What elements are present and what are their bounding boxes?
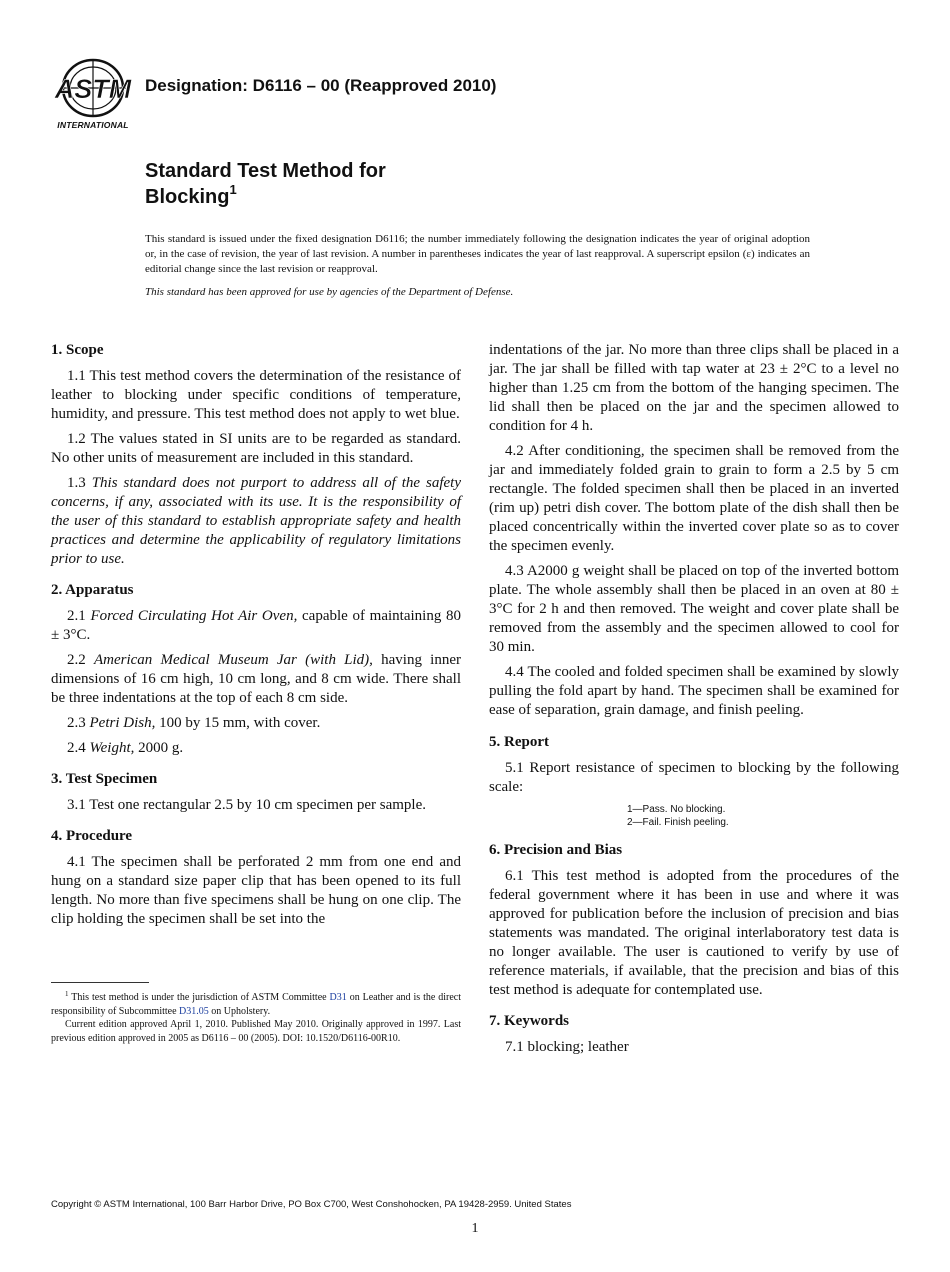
- title-line-2: [145, 184, 386, 210]
- apparatus-p3: [51, 714, 461, 733]
- apparatus-p3-num: 2.3: [67, 715, 86, 731]
- apparatus-p4-num: 2.4: [67, 740, 86, 756]
- scale-item: 2—Fail. Finish peeling.: [627, 817, 729, 828]
- section-report: [489, 733, 899, 829]
- footnote-1-a: This test method is under the jurisdiction of ASTM Committee: [71, 992, 327, 1003]
- footnote-2: Current edition approved April 1, 2010. Published May 2010. Originally approved in 1997. Last previous edition approved in 2005 as D6116 – 00 (2005). DOI: 10.1520/D6116-00R10.: [51, 1019, 461, 1044]
- procedure-p2: 4.2 After conditioning, the specimen shall be removed from the jar and immediately folded grain to grain to form a 2.5 by 5 cm rectangle. The folded specimen shall then be placed in an inverted (rim up) petri dish cover. The bottom plate of the dish shall then be placed concentrically within the inverted cover plate so as to cover the specimen evenly.: [489, 443, 899, 554]
- apparatus-p2-item: American Medical Museum Jar (with Lid),: [93, 652, 373, 668]
- scale-item: 1—Pass. No blocking.: [627, 804, 726, 815]
- apparatus-p1: [51, 607, 461, 645]
- copyright: Copyright © ASTM International, 100 Barr Harbor Drive, PO Box C700, West Conshohocken, PA 19428-2959. United States: [51, 1199, 572, 1210]
- committee-link[interactable]: D31: [329, 992, 347, 1003]
- scope-p3-text: This standard does not purport to address all of the safety concerns, if any, associated with its use. It is the responsibility of the user of this standard to establish appropriate safety and health practices and determine the applicability of regulatory limitations prior to use.: [51, 475, 462, 567]
- section-scope: [51, 341, 461, 569]
- procedure-p3: 4.3 A2000 g weight shall be placed on top of the inverted bottom plate. The whole assembly shall then be placed in an oven at 80 ± 3°C for 2 h and then removed. The weight and cover plate shall be removed from the assembly and the specimen allowed to cool for 30 min.: [489, 563, 899, 655]
- scope-p3: [51, 474, 461, 569]
- section-specimen: [51, 770, 461, 815]
- title-footnote-mark: 1: [229, 182, 237, 197]
- astm-international-logo-icon: [50, 58, 136, 120]
- subcommittee-link[interactable]: D31.05: [179, 1005, 209, 1017]
- footnote-rule: [51, 982, 149, 983]
- procedure-p1b: indentations of the jar. No more than three clips shall be placed in a jar. The jar shall be filled with tap water at 23 ± 2°C to a level no higher than 1.25 cm from the bottom of the hanging specimen. The lid shall then be placed on the jar and the specimen allowed to condition for 4 h.: [489, 342, 899, 434]
- title-word: Blocking: [145, 186, 230, 208]
- procedure-heading: 4. Procedure: [51, 828, 133, 844]
- right-column: [489, 341, 899, 1069]
- astm-logo: [50, 58, 136, 134]
- apparatus-p2-num: 2.2: [67, 652, 86, 668]
- footnote-1-c: on Upholstery.: [211, 1005, 271, 1017]
- dod-notice: This standard has been approved for use by agencies of the Department of Defense.: [145, 286, 514, 298]
- report-heading: 5. Report: [489, 734, 549, 750]
- scope-heading: 1. Scope: [51, 342, 104, 358]
- apparatus-p4-rest: 2000 g.: [138, 740, 184, 756]
- apparatus-heading: 2. Apparatus: [51, 582, 134, 598]
- apparatus-p1-num: 2.1: [67, 608, 86, 624]
- footnote-1: [51, 991, 461, 1018]
- section-precision: [489, 841, 899, 1000]
- keywords-heading: 7. Keywords: [489, 1013, 569, 1029]
- precision-p1: 6.1 This test method is adopted from the procedures of the federal government where it has been in use and where it was approved for publication before the inclusion of precision and bias statements was mandated. The original interlaboratory test data is no longer available. The user is cautioned to verify by use of reference materials, if available, that the precision and bias of this test method is adequate for contemplated use.: [489, 868, 899, 998]
- svg-text:ASTM: ASTM: [54, 74, 132, 104]
- procedure-p1a: 4.1 The specimen shall be perforated 2 mm from one end and hung on a standard size paper clip that has been opened to its full length. No more than five specimens shall be hung on one clip. The clip holding the specimen shall be set into the: [51, 854, 461, 927]
- footnote-1-b: on Leather and is the direct responsibility of Subcommittee: [51, 992, 461, 1017]
- apparatus-p3-item: Petri Dish,: [89, 715, 156, 731]
- title-line-1: Standard Test Method for: [145, 160, 386, 182]
- footnote-mark: 1: [65, 990, 69, 998]
- designation: Designation: D6116 – 00 (Reapproved 2010): [145, 76, 497, 95]
- precision-heading: 6. Precision and Bias: [489, 842, 623, 858]
- left-column: [51, 341, 461, 941]
- footnotes: [51, 991, 461, 1045]
- specimen-p1: 3.1 Test one rectangular 2.5 by 10 cm specimen per sample.: [67, 797, 426, 813]
- scope-p1: 1.1 This test method covers the determination of the resistance of leather to blocking under specific conditions of temperature, humidity, and pressure. This test method does not apply to wet blue.: [51, 368, 461, 422]
- apparatus-p4: [51, 739, 461, 758]
- preamble: This standard is issued under the fixed designation D6116; the number immediately following the designation indicates the year of original adoption or, in the case of revision, the year of last revision. A number in parentheses indicates the year of last reapproval. A superscript epsilon (ε) indicates an editorial change since the last revision or reapproval.: [145, 233, 810, 275]
- report-p1: 5.1 Report resistance of specimen to blocking by the following scale:: [489, 760, 899, 795]
- apparatus-p2-rest: having inner dimensions of 16 cm high, 10 cm long, and 8 cm wide. There shall be three indentations at the top of each 8 cm side.: [51, 652, 462, 706]
- section-apparatus: [51, 581, 461, 758]
- scope-p2: 1.2 The values stated in SI units are to be regarded as standard. No other units of measurement are included in this standard.: [51, 431, 461, 466]
- procedure-p4: 4.4 The cooled and folded specimen shall be examined by slowly pulling the fold apart by hand. The specimen shall be examined for ease of separation, grain damage, and finish peeling.: [489, 664, 899, 718]
- specimen-heading: 3. Test Specimen: [51, 771, 158, 787]
- logo-subtitle: INTERNATIONAL: [57, 120, 129, 130]
- page-title: [145, 158, 386, 210]
- apparatus-p1-item: Forced Circulating Hot Air Oven,: [90, 608, 298, 624]
- keywords-p1: 7.1 blocking; leather: [505, 1039, 629, 1055]
- apparatus-p4-item: Weight,: [89, 740, 135, 756]
- page-number: 1: [471, 1221, 479, 1236]
- apparatus-p1-rest: capable of maintaining 80 ± 3°C.: [51, 608, 462, 643]
- apparatus-p3-rest: 100 by 15 mm, with cover.: [159, 715, 321, 731]
- scope-p3-num: 1.3: [67, 475, 86, 491]
- apparatus-p2: [51, 651, 461, 708]
- report-scale: [627, 803, 899, 829]
- section-keywords: [489, 1012, 899, 1057]
- section-procedure: [51, 827, 461, 929]
